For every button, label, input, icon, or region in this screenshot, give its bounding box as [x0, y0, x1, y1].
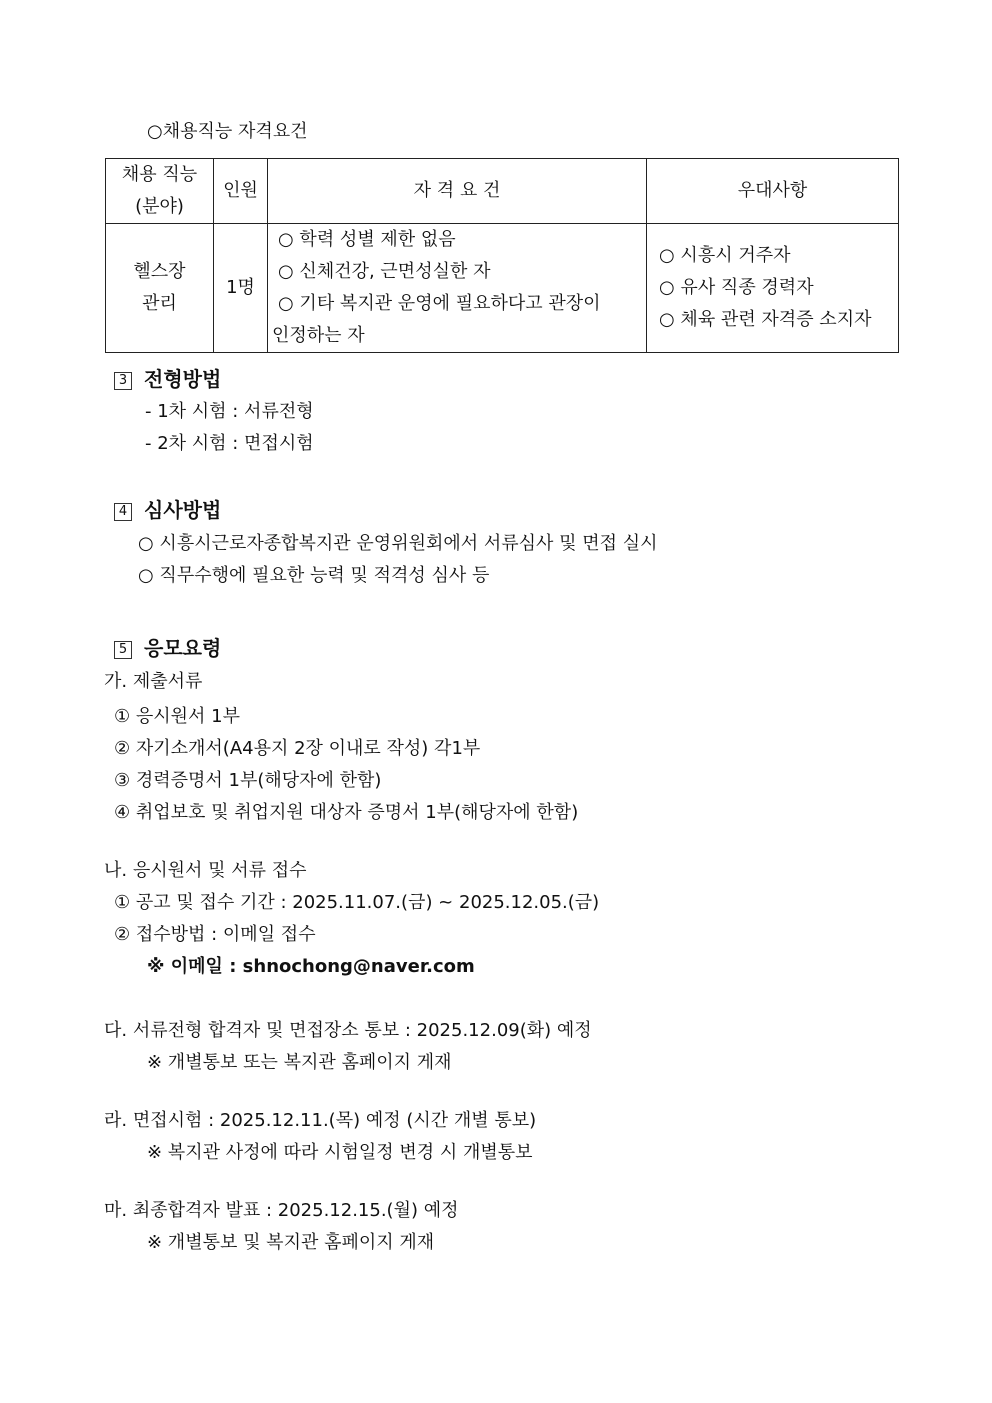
subsection-title: 마. 최종합격자 발표 : 2025.12.15.(월) 예정 [104, 1200, 459, 1221]
header-qualification: 자 격 요 건 [268, 159, 647, 224]
email-line: ※ 이메일 : shnochong@naver.com [147, 956, 475, 977]
list-item: ④ 취업보호 및 취업지원 대상자 증명서 1부(해당자에 한함) [114, 802, 579, 823]
list-item: ○ 시흥시근로자종합복지관 운영위원회에서 서류심사 및 면접 실시 [138, 533, 658, 554]
section-title: 응모요령 [144, 636, 222, 660]
section-5-heading [114, 632, 221, 661]
subsection-title: 라. 면접시험 : 2025.12.11.(목) 예정 (시간 개별 통보) [104, 1110, 537, 1131]
section-3-heading [114, 363, 221, 392]
list-item: - 1차 시험 : 서류전형 [145, 401, 314, 422]
cell-preferences: ○ 시흥시 거주자 ○ 유사 직종 경력자 ○ 체육 관련 자격증 소지자 [647, 224, 899, 353]
section-number-box: 5 [114, 641, 132, 659]
note: ※ 개별통보 또는 복지관 홈페이지 게재 [147, 1052, 452, 1073]
requirements-table [105, 158, 899, 353]
list-item: ② 접수방법 : 이메일 접수 [114, 924, 316, 945]
table-header-row [106, 159, 899, 224]
list-item: - 2차 시험 : 면접시험 [145, 433, 314, 454]
intro-heading: ○채용직능 자격요건 [147, 121, 308, 142]
list-item: ③ 경력증명서 1부(해당자에 한함) [114, 770, 382, 791]
list-item: ① 응시원서 1부 [114, 706, 240, 727]
list-item: ② 자기소개서(A4용지 2장 이내로 작성) 각1부 [114, 738, 481, 759]
section-number-box: 3 [114, 372, 132, 390]
note: ※ 개별통보 및 복지관 홈페이지 게재 [147, 1232, 435, 1253]
subsection-title: 가. 제출서류 [104, 671, 203, 692]
header-preference: 우대사항 [647, 159, 899, 224]
table-row [106, 224, 899, 353]
list-item: ① 공고 및 접수 기간 : 2025.11.07.(금) ~ 2025.12.05.(금) [114, 892, 600, 913]
cell-qualifications: ○ 학력 성별 제한 없음 ○ 신체건강, 근면성실한 자 ○ 기타 복지관 운영에 필요하다고 관장이 인정하는 자 [268, 224, 647, 353]
header-position: 채용 직능 (분야) [106, 159, 214, 224]
section-title: 전형방법 [144, 367, 222, 391]
section-number-box: 4 [114, 503, 132, 521]
header-count: 인원 [214, 159, 268, 224]
list-item: ○ 직무수행에 필요한 능력 및 적격성 심사 등 [138, 565, 490, 586]
subsection-title: 다. 서류전형 합격자 및 면접장소 통보 : 2025.12.09(화) 예정 [104, 1020, 592, 1041]
section-4-heading [114, 494, 221, 523]
section-title: 심사방법 [144, 498, 222, 522]
subsection-title: 나. 응시원서 및 서류 접수 [104, 860, 307, 881]
cell-position: 헬스장 관리 [106, 224, 214, 353]
note: ※ 복지관 사정에 따라 시험일정 변경 시 개별통보 [147, 1142, 533, 1163]
cell-count: 1명 [214, 224, 268, 353]
